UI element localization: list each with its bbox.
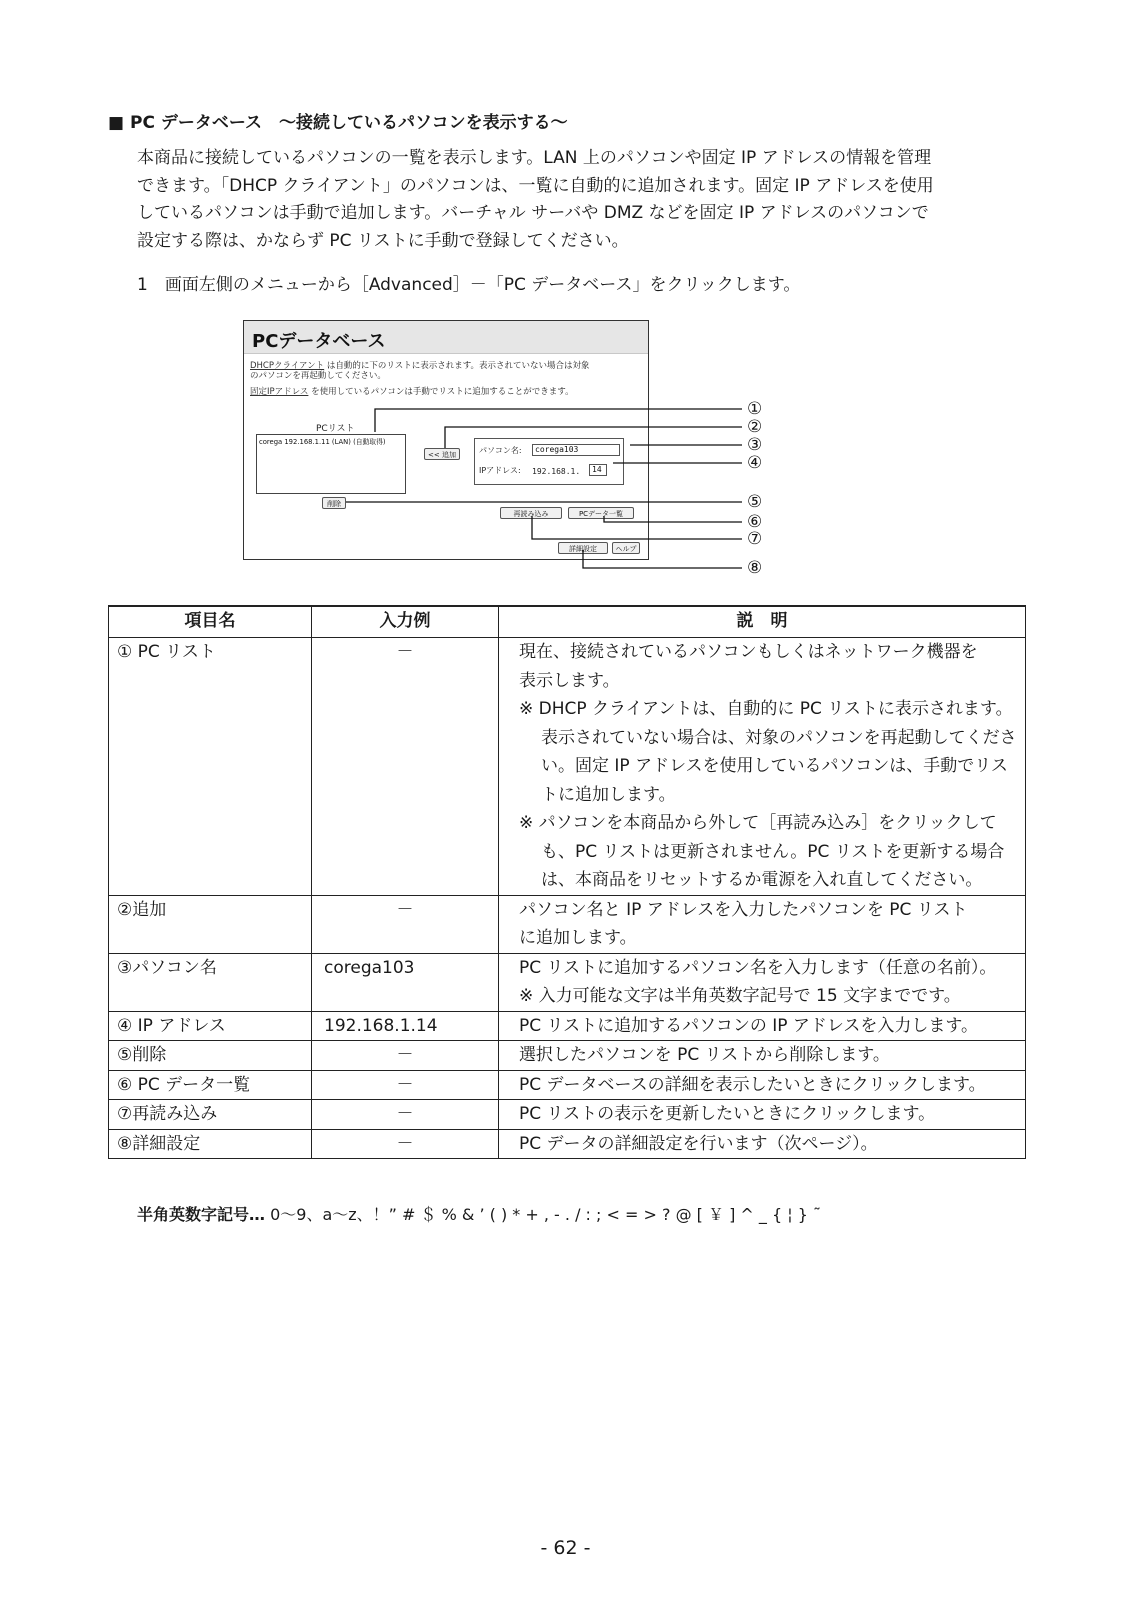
desc-line: パソコン名と IP アドレスを入力したパソコンを PC リスト xyxy=(519,899,968,920)
charset-note xyxy=(137,1202,821,1225)
callout-2: ② xyxy=(747,417,763,437)
row-name: ⑧詳細設定 xyxy=(109,1129,312,1159)
callout-line-1 xyxy=(375,409,742,432)
row-name: ③パソコン名 xyxy=(109,953,312,1011)
row-description xyxy=(499,953,1026,1011)
detail-settings-button[interactable]: 詳細設定 xyxy=(558,542,608,554)
row-example: － xyxy=(312,1070,499,1100)
charset-label: 半角英数字記号… xyxy=(137,1205,266,1224)
static-ip-info-text: を使用しているパソコンは手動でリストに追加することができます。 xyxy=(308,387,574,397)
row-description xyxy=(499,1100,1026,1130)
desc-note: ※ DHCP クライアントは、自動的に PC リストに表示されます。表示されていない場合は、対象のパソコンを再起動してください。固定 IP アドレスを使用しているパソコンは、手動でリストに追加します。 xyxy=(519,699,1017,805)
delete-button[interactable]: 削除 xyxy=(322,497,346,509)
row-name: ① PC リスト xyxy=(109,638,312,896)
page-number: - 62 - xyxy=(540,1537,591,1559)
screenshot-title: PCデータベース xyxy=(252,331,386,352)
row-description xyxy=(499,638,1026,896)
row-name: ⑤削除 xyxy=(109,1041,312,1071)
row-description xyxy=(499,1070,1026,1100)
pclist-item[interactable]: corega 192.168.1.11 (LAN) (自動取得) xyxy=(259,438,386,446)
intro-line: 設定する際は、かならず PC リストに手動で登録してください。 xyxy=(137,230,629,251)
desc-line: PC データの詳細設定を行います（次ページ）。 xyxy=(519,1133,878,1154)
table-row xyxy=(109,638,1026,896)
reload-button[interactable]: 再読み込み xyxy=(500,507,562,519)
row-name: ④ IP アドレス xyxy=(109,1011,312,1041)
row-description xyxy=(499,1041,1026,1071)
row-description xyxy=(499,1011,1026,1041)
header-example: 入力例 xyxy=(312,606,499,638)
intro-line: 本商品に接続しているパソコンの一覧を表示します。LAN 上のパソコンや固定 IP アドレスの情報を管理 xyxy=(137,148,932,168)
add-button[interactable]: << 追加 xyxy=(424,448,460,460)
dhcp-info-text: は自動的に下のリストに表示されます。表示されていない場合は対象 xyxy=(324,361,590,371)
reboot-info-line: のパソコンを再起動してください。 xyxy=(250,371,386,381)
pc-name-label: パソコン名: xyxy=(479,446,522,455)
callout-8: ⑧ xyxy=(747,558,763,578)
header-item-name: 項目名 xyxy=(109,606,312,638)
row-example: － xyxy=(312,895,499,953)
intro-line: できます。「DHCP クライアント」のパソコンは、一覧に自動的に追加されます。固定 IP アドレスを使用 xyxy=(137,175,934,196)
row-name: ⑥ PC データ一覧 xyxy=(109,1070,312,1100)
callout-line-7 xyxy=(532,516,742,539)
step-instruction: 1 画面左側のメニューから［Advanced］－「PC データベース」をクリックします。 xyxy=(137,275,801,295)
callout-lines xyxy=(0,0,1131,600)
intro-line: しているパソコンは手動で追加します。バーチャル サーバや DMZ などを固定 IP アドレスのパソコンで xyxy=(137,203,929,223)
table-row xyxy=(109,953,1026,1011)
table-row xyxy=(109,1129,1026,1159)
section-title: ■ PC データベース ～接続しているパソコンを表示する～ xyxy=(108,113,568,133)
desc-note: ※ パソコンを本商品から外して［再読み込み］をクリックしても、PC リストは更新されません。PC リストを更新する場合は、本商品をリセットするか電源を入れ直してください。 xyxy=(519,813,1005,890)
desc-line: PC リストに追加するパソコン名を入力します（任意の名前）。 xyxy=(519,957,997,978)
row-example: － xyxy=(312,1041,499,1071)
row-example: － xyxy=(312,1129,499,1159)
header-description: 説 明 xyxy=(499,606,1026,638)
row-example: － xyxy=(312,638,499,896)
desc-line: 選択したパソコンを PC リストから削除します。 xyxy=(519,1045,890,1065)
callout-line-8 xyxy=(583,550,742,568)
desc-line: PC データベースの詳細を表示したいときにクリックします。 xyxy=(519,1074,986,1095)
table-header-row xyxy=(109,606,1026,638)
ip-address-label: IPアドレス: xyxy=(479,466,521,475)
row-example: corega103 xyxy=(312,953,499,1011)
row-description xyxy=(499,895,1026,953)
callout-5: ⑤ xyxy=(747,492,763,512)
callout-7: ⑦ xyxy=(747,529,763,549)
row-name: ⑦再読み込み xyxy=(109,1100,312,1130)
table-row xyxy=(109,1011,1026,1041)
desc-note: ※ 入力可能な文字は半角英数字記号で 15 文字までです。 xyxy=(519,986,961,1006)
pclist-label: PCリスト xyxy=(316,424,355,434)
desc-line: 現在、接続されているパソコンもしくはネットワーク機器を xyxy=(519,642,978,662)
table-row xyxy=(109,1100,1026,1130)
desc-line: に追加します。 xyxy=(519,928,637,948)
table-row xyxy=(109,895,1026,953)
table-row xyxy=(109,1070,1026,1100)
callout-3: ③ xyxy=(747,435,763,455)
row-description xyxy=(499,1129,1026,1159)
charset-value: 0～9、a～z、！” # ＄ % & ’ ( ) * + , - . / : ; < = > ? @ [ ￥ ] ^ _ { ¦ } ˜ xyxy=(265,1205,821,1224)
spec-table xyxy=(108,605,1026,1159)
desc-line: 表示します。 xyxy=(519,670,620,691)
row-example: 192.168.1.14 xyxy=(312,1011,499,1041)
ip-prefix: 192.168.1. xyxy=(532,467,581,476)
desc-line: PC リストの表示を更新したいときにクリックします。 xyxy=(519,1104,936,1124)
callout-line-6 xyxy=(604,516,742,522)
row-example: － xyxy=(312,1100,499,1130)
callout-4: ④ xyxy=(747,453,763,473)
callout-6: ⑥ xyxy=(747,512,763,532)
static-ip-link[interactable]: 固定IPアドレス xyxy=(250,387,309,397)
dhcp-client-link[interactable]: DHCPクライアント xyxy=(250,361,325,371)
callout-1: ① xyxy=(747,399,763,419)
table-row xyxy=(109,1041,1026,1071)
row-name: ②追加 xyxy=(109,895,312,953)
help-button[interactable]: ヘルプ xyxy=(612,542,640,554)
desc-line: PC リストに追加するパソコンの IP アドレスを入力します。 xyxy=(519,1015,979,1036)
pc-data-list-button[interactable]: PCデータ一覧 xyxy=(568,507,634,519)
